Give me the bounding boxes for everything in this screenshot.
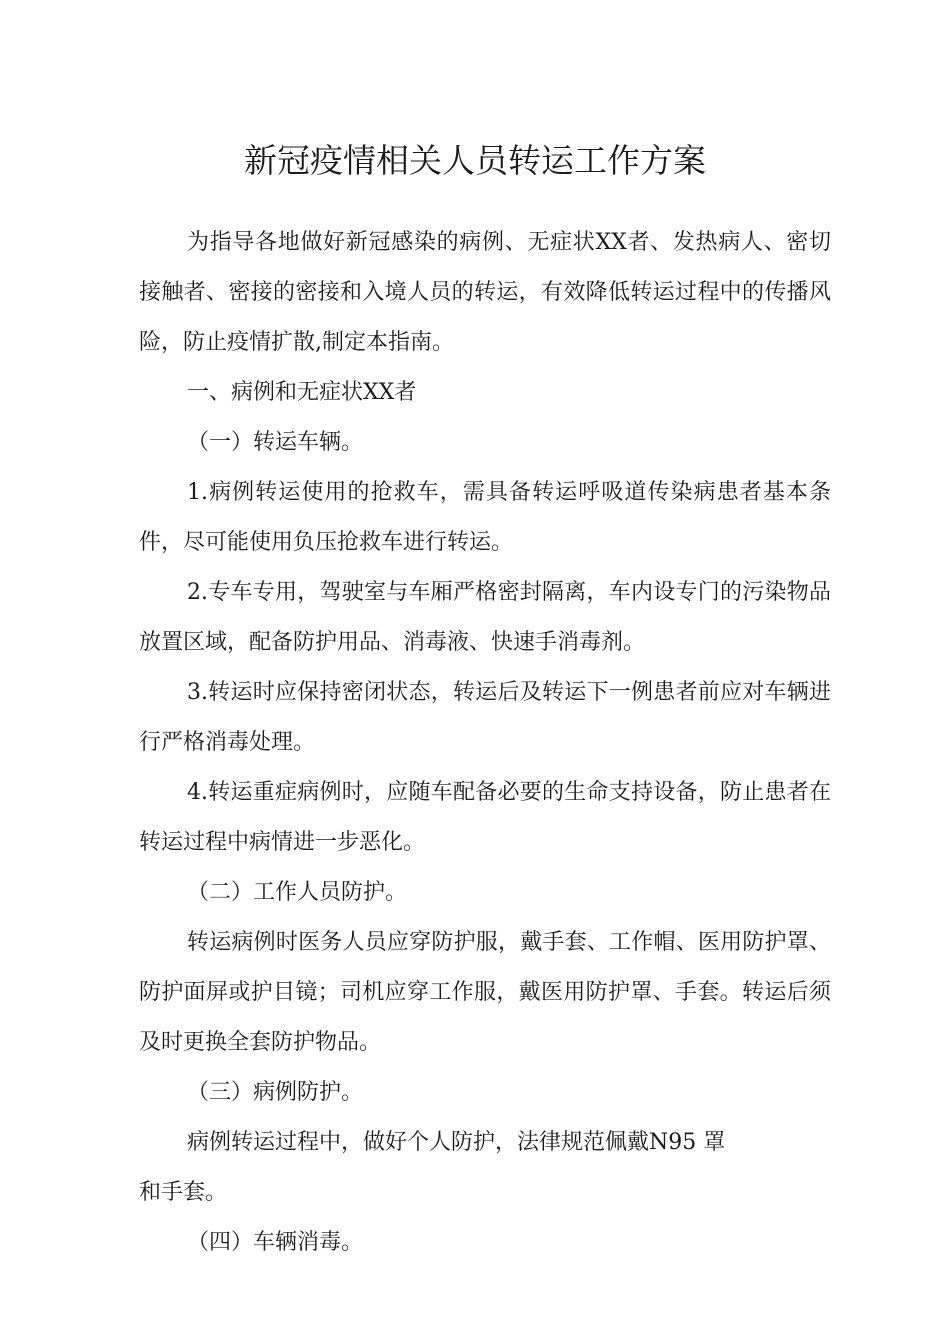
list-item-2: 2.专车专用，驾驶室与车厢严格密封隔离，车内设专门的污染物品放置区域，配备防护用品、消毒液、快速手消毒剂。 bbox=[139, 580, 831, 655]
list-item-4: 4.转运重症病例时，应随车配备必要的生命支持设备，防止患者在转运过程中病情进一步恶化。 bbox=[139, 780, 831, 855]
document-body bbox=[139, 218, 831, 1268]
subsection-heading-staff: （二）工作人员防护。 bbox=[187, 880, 408, 905]
patient-protection-line-2: 和手套。 bbox=[139, 1180, 228, 1205]
section-heading: 一、病例和无症状XX者 bbox=[187, 380, 417, 405]
list-item-1: 1.病例转运使用的抢救车，需具备转运呼吸道传染病患者基本条件，尽可能使用负压抢救车进行转运。 bbox=[139, 480, 831, 555]
patient-protection-line-1: 病例转运过程中，做好个人防护，法律规范佩戴N95 罩 bbox=[187, 1130, 726, 1155]
staff-protection-paragraph: 转运病例时医务人员应穿防护服，戴手套、工作帽、医用防护罩、防护面屏或护目镜；司机应穿工作服，戴医用防护罩、手套。转运后须及时更换全套防护物品。 bbox=[139, 930, 831, 1055]
intro-paragraph: 为指导各地做好新冠感染的病例、无症状XX者、发热病人、密切接触者、密接的密接和入境人员的转运，有效降低转运过程中的传播风险，防止疫情扩散,制定本指南。 bbox=[139, 230, 831, 355]
subsection-heading-vehicles: （一）转运车辆。 bbox=[187, 430, 364, 455]
list-item-3: 3.转运时应保持密闭状态，转运后及转运下一例患者前应对车辆进行严格消毒处理。 bbox=[139, 680, 831, 755]
subsection-heading-disinfection: （四）车辆消毒。 bbox=[187, 1230, 364, 1255]
subsection-heading-patient: （三）病例防护。 bbox=[187, 1080, 364, 1105]
document-title: 新冠疫情相关人员转运工作方案 bbox=[244, 141, 706, 180]
